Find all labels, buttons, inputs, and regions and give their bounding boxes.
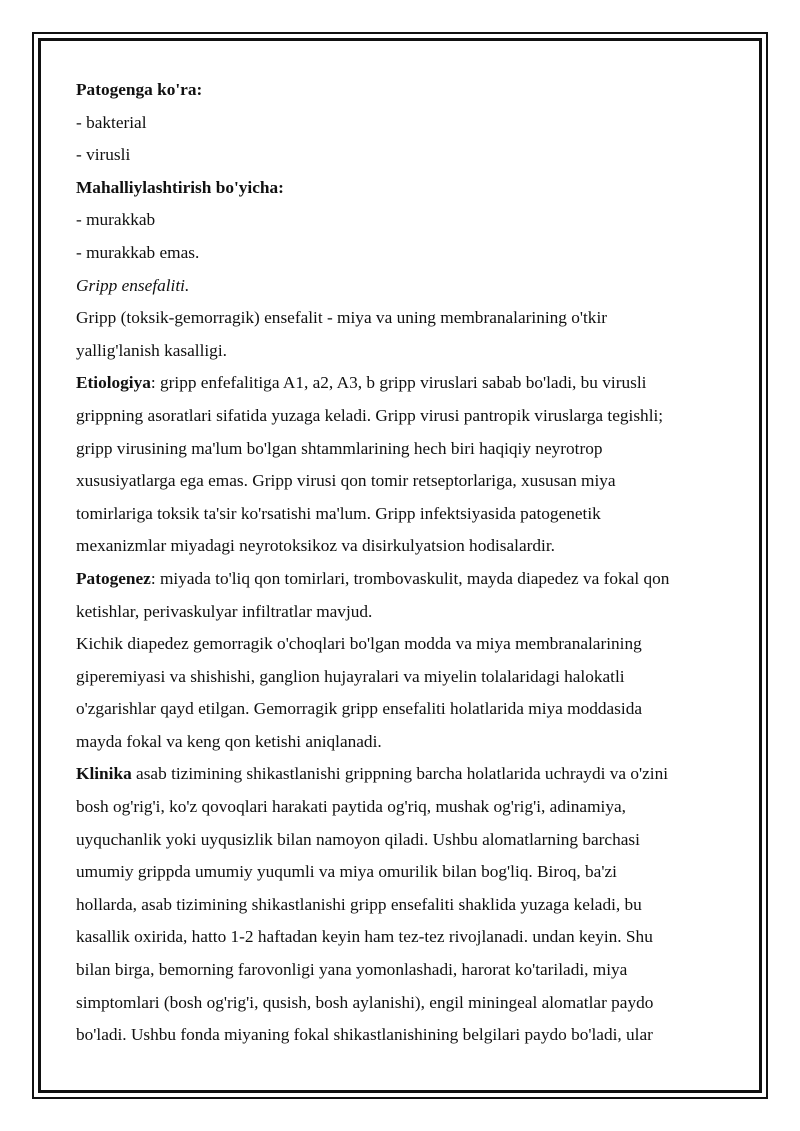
etiology-label: Etiologiya (76, 373, 151, 393)
pathogenesis-label: Patogenez (76, 568, 151, 588)
classification-heading-pathogen: Patogenga ko'ra: (76, 80, 203, 99)
list-item-bacterial: - bakterial (76, 112, 147, 132)
document-body (76, 74, 726, 1052)
clinic-paragraph: Klinika asab tizimining shikastlanishi grippning barcha holatlarida uchraydi va o'zini bosh og'rig'i, ko'z qovoqlari harakati paytida og'riq, mushak og'rig'i, adinamiya, uyquchanlik yoki uyqusizlik bilan namoyon qiladi. Ushbu alomatlarning barchasi umumiy grippda umumiy yuqumli va miya omurilik bilan bog'liq. Biroq, ba'zi hollarda, asab tizimining shikastlanishi gripp ensefaliti shaklida yuzaga keladi, bu kasallik oxirida, hatto 1-2 haftadan keyin ham tez-tez rivojlanadi. undan keyin. Shu bilan birga, bemorning farovonligi yana yomonlashadi, harorat ko'tariladi, miya simptomlari (bosh og'rig'i, qusish, bosh aylanishi), engil miningeal alomatlar paydo bo'ladi. Ushbu fonda miyaning fokal shikastlanishining belgilari paydo bo'ladi, ular (76, 764, 669, 1045)
clinic-label: Klinika (76, 764, 132, 784)
pathogenesis-detail-paragraph: Kichik diapedez gemorragik o'choqlari bo'lgan modda va miya membranalarining giperemiyasi va shishishi, ganglion hujayralari va miyelin tolalaridagi halokatli o'zgarishlar qayd etilgan. Gemorragik gripp ensefaliti holatlarida miya moddasida mayda fokal va keng qon ketishi aniqlanadi. (76, 634, 643, 751)
list-item-viral: - virusli (76, 145, 131, 165)
section-subtitle: Gripp ensefaliti. (76, 275, 190, 295)
list-item-complex: - murakkab (76, 210, 156, 230)
classification-heading-localization: Mahalliylashtirish bo'yicha: (76, 177, 284, 197)
pathogenesis-paragraph: Patogenez: miyada to'liq qon tomirlari, trombovaskulit, mayda diapedez va fokal qon ketishlar, perivaskulyar infiltratlar mavjud. (76, 568, 670, 621)
list-item-not-complex: - murakkab emas. (76, 242, 200, 262)
definition-paragraph: Gripp (toksik-gemorragik) ensefalit - miya va uning membranalarining o'tkir yallig'lanish kasalligi. (76, 308, 608, 360)
etiology-paragraph: Etiologiya: gripp enfefalitiga A1, a2, A3, b gripp viruslari sabab bo'ladi, bu virusli grippning asoratlari sifatida yuzaga keladi. Gripp virusi pantropik viruslarga tegishli; gripp virusining ma'lum bo'lgan shtammlarining hech biri haqiqiy neyrotrop xususiyatlarga ega emas. Gripp virusi qon tomir retseptorlariga, xususan miya tomirlariga toksik ta'sir ko'rsatishi ma'lum. Gripp infektsiyasida patogenetik mexanizmlar miyadagi neyrotoksikoz va disirkulyatsion hodisalardir. (76, 373, 664, 556)
